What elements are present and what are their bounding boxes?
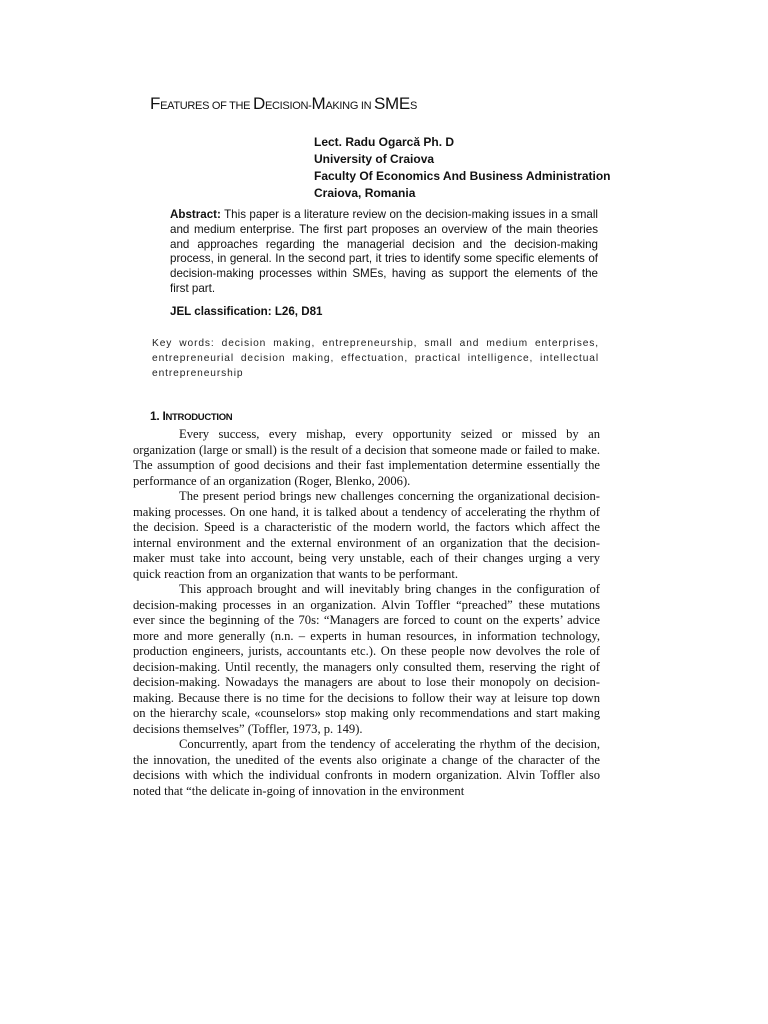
abstract-text: This paper is a literature review on the decision-making issues in a small and medium enterprise. The first part proposes an overview of the main theories and approaches regarding the managerial decision and the decision-making process, in general. In the second part, it tries to identify some specific elements of decision-making processes within SMEs, having as support the elements of the first part. — [170, 208, 598, 295]
body-text — [133, 427, 600, 799]
paragraph: Concurrently, apart from the tendency of accelerating the rhythm of the decision, the innovation, the unedited of the events also originate a change of the character of the decisions with which the individual confronts in modern organization. Alvin Toffler also noted that “the delicate in-going of innovation in the environment — [133, 737, 600, 798]
author-block — [314, 134, 611, 202]
author-location: Craiova, Romania — [314, 186, 416, 200]
abstract-label: Abstract: — [170, 208, 221, 221]
paragraph: This approach brought and will inevitably bring changes in the configuration of decision-making processes in an organization. Alvin Toffler “preached” these mutations ever since the beginning of the 70s: “Managers are forced to count on the experts’ advice more and more generally (n.n. – experts in human resources, in information technology, production engineers, jurists, accountants etc.). On these people now devolves the role of decision-making. Until recently, the managers only consulted them, reserving the right of decision-making. Nowadays the managers are about to lose their monopoly on decision-making. Because there is no time for the decisions to follow their way at leisure top down on the hierarchy scale, «counselors» stop making only recommendations and start making decisions themselves” (Toffler, 1973, p. 149). — [133, 582, 600, 736]
abstract — [170, 208, 598, 297]
jel-classification: JEL classification: L26, D81 — [170, 305, 323, 318]
section-heading-introduction: 1. INTRODUCTION — [150, 409, 233, 423]
paper-title: FEATURES OF THE DECISION-MAKING IN SMES — [150, 94, 417, 113]
paragraph: Every success, every mishap, every opportunity seized or missed by an organization (large or small) is the result of a decision that someone made or failed to make. The assumption of good decisions and their fast implementation determine essentially the performance of an organization (Roger, Blenko, 2006). — [133, 427, 600, 488]
keywords: Key words: decision making, entrepreneurship, small and medium enterprises, entrepreneurial decision making, effectuation, practical intelligence, intellectual entrepreneurship — [152, 338, 599, 379]
author-name: Lect. Radu Ogarcă Ph. D — [314, 135, 455, 149]
author-university: University of Craiova — [314, 152, 435, 166]
paragraph: The present period brings new challenges concerning the organizational decision-making processes. On one hand, it is talked about a tendency of accelerating the rhythm of the decision. Speed is a characteristic of the modern world, the factors which affect the internal environment and the external environment of an organization that the decision-maker must take into account, being very unstable, each of their changes urging a very quick reaction from an organization that wants to be performant. — [133, 489, 600, 581]
author-faculty: Faculty Of Economics And Business Administration — [314, 169, 611, 183]
